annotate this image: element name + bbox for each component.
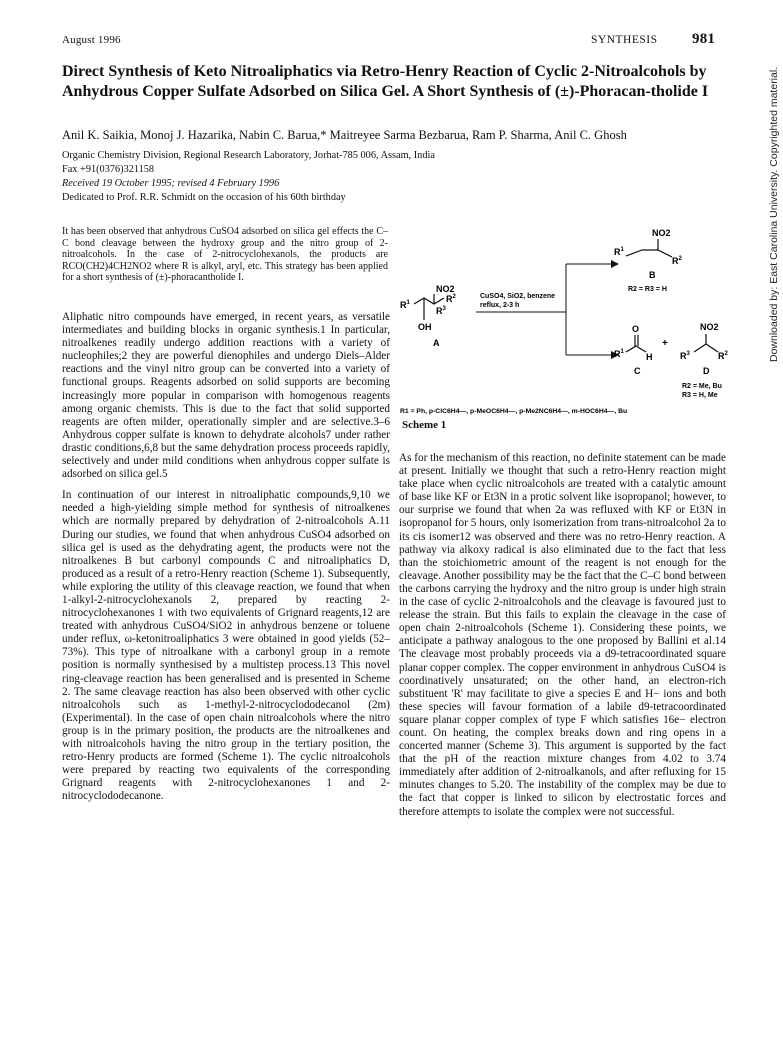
scheme-caption: Scheme 1 [402, 419, 447, 431]
b-condition: R2 = R3 = H [628, 286, 667, 293]
scheme-1-diagram [396, 222, 741, 422]
header-journal: SYNTHESIS [591, 34, 658, 46]
svg-text:R1: $R^1$ [614, 247, 624, 257]
label-a: A [433, 338, 440, 348]
reagents-label: CuSO4, SiO2, benzene [480, 293, 556, 300]
paragraph: In continuation of our interest in nitroaliphatic compounds,9,10 we needed a high-yielding simple method for synthesis of nitroalkenes which are normally prepared by dehydration of 2-nitroalcohols A.11 During our studies, we found that when anhydrous CuSO4 adsorbed on silica gel is used as the dehydrating agent, the products were not the nitroalkenes B but carbonyl compounds C and nitroaliphatics D, produced as a result of a retro-Henry reaction (Scheme 1). Subsequently, while exploring the utility of this cleavage reaction, we found that when 1-alkyl-2-nitrocyclohexanols 2, prepared by reacting 2-nitrocyclohexanones 1 with two equivalents of Grignard reagents,12 are treated with anhydrous CuSO4/SiO2 in anhydrous benzene or toluene under reflux, ω-ketonitroaliphatics 3 were obtained in good yields (52–73%). This type of nitroalkane with a carbonyl group in a remote position is normally synthesised by a multistep process.13 This novel ring-cleavage reaction has been generalised and is presented in Scheme 2. The same cleavage reaction has also been observed with other cyclic nitroalcohols such as 1-methyl-2-nitrocyclododecanol (2m) (Experimental). In the case of open chain nitroalcohols where the nitro group is in the primary position, the products are the nitroalkenes and with nitroalcohols having the nitro group in the tertiary position, the retro-Henry products are formed (Scheme 1). The cyclic nitroalcohols were prepared by reacting two equivalents of the corresponding Grignard reagents with 2-nitrocyclohexanones 1 and 2-nitrocyclododecanone. [62, 489, 390, 803]
plus-sign: + [662, 338, 668, 349]
abstract: It has been observed that anhydrous CuSO4 adsorbed on silica gel effects the C–C bond cleavage between the hydroxy group and the nitro group of 2-nitroalcohols. In the case of 2-nitrocyclohexanols, the products are RCO(CH2)4CH2NO2 where R is alkyl, aryl, etc. This strategy has been applied for a short synthesis of (±)-phoracantholide I. [62, 226, 388, 284]
svg-text:R2: $R^2$ [672, 256, 682, 266]
r1-definition: R1 = Ph, p-ClC6H4—, p-MeOC6H4—, p-Me2NC6H4—, m-HOC6H4—, Bu [400, 408, 628, 415]
download-watermark: Downloaded by: East Carolina University. Copyrighted material. [768, 66, 780, 362]
svg-text:R3: $R^3$ [680, 351, 690, 361]
header-page-number: 981 [692, 31, 716, 47]
article-title: Direct Synthesis of Keto Nitroaliphatics via Retro-Henry Reaction of Cyclic 2-Nitroalcohols by Anhydrous Copper Sulfate Adsorbed on Silica Gel. A Short Synthesis of (±)-Phoracan-tholide I [62, 63, 709, 100]
header-date: August 1996 [62, 34, 121, 46]
compound-d [680, 322, 729, 399]
compound-c [614, 324, 653, 376]
compound-b [614, 228, 683, 293]
svg-text:NO2: NO2 [700, 322, 719, 332]
label-c: C [634, 366, 641, 376]
svg-text:R1: $R^1$ [614, 349, 624, 359]
paragraph: As for the mechanism of this reaction, no definite statement can be made at present. Initially we thought that such a retro-Henry reaction might take place when cyclic nitroalcohols are treated with a catalytic amount of base like KF or Et3N in a protic solvent like isopropanol; however, to our surprise we found that when 2a was refluxed with KF or Et3N in isopropanol for 5 hours, only isomerization from trans-nitroalcohol 2a to its cis isomer12 was observed and there was no retro-Henry reaction. A pathway via alkoxy radical is also eliminated due to the fact that less than the stoichiometric amount of the reagent is not enough for the cleavage. Another possibility may be the fact that the C–C bond between the carbons carrying the hydroxy and the nitro group is under high strain in the case of cyclic 2-nitroalcohols and the cleavage is favoured just to release the strain. But this fails to explain the cleavage in the case of open chain 2-nitroalcohols (Scheme 1). Considering these points, we anticipate a pathway analogous to the one proposed by Ballini et al.14 The cleavage most probably proceeds via a d9-tetracoordinated square planar copper complex. The copper environment in anhydrous CuSO4 is coordinatively unsaturated; on the other hand, an electron-rich substituent 'R' may facilitate to give a species E and H− ions and both these species will favour formation of a labile d9-tetracoordinated square planar copper complex of type F which satisfies 16e− electron count. On heating, the complex breaks down and ring opens in a concerted manner (Scheme 3). This argument is supported by the fact that the pH of the reaction mixture changes from 4.02 to 3.74 immediately after addition of 2-nitroalkanols, and after refluxing for 15 minutes changes to 5.20. The instability of the complex may be due to the fact that copper is linked to silicon by electrostatic forces and therefore attempts to isolate the complex were not successful. [399, 452, 726, 818]
label-d: D [703, 366, 710, 376]
svg-text:H: H [646, 352, 653, 362]
compound-a [400, 284, 457, 348]
d-condition-2: R3 = H, Me [682, 392, 718, 399]
received-dates: Received 19 October 1995; revised 4 February 1996 [62, 178, 280, 189]
no2-label: NO2 [436, 284, 455, 294]
svg-text:R3: $R^3$ [436, 306, 446, 316]
r1-label: $R^1$ [400, 300, 410, 310]
affiliation: Organic Chemistry Division, Regional Research Laboratory, Jorhat-785 006, Assam, India [62, 150, 435, 161]
conditions-label: reflux, 2-3 h [480, 302, 520, 309]
svg-text:R2: $R^2$ [718, 351, 728, 361]
oh-label: OH [418, 322, 432, 332]
label-b: B [649, 270, 656, 280]
svg-text:NO2: NO2 [652, 228, 671, 238]
paragraph: Aliphatic nitro compounds have emerged, in recent years, as versatile intermediates and building blocks in organic synthesis.1 In particular, nitroalkenes readily undergo addition reactions with a variety of nucleophiles;2 they are powerful dienophiles and undergo Diels–Alder reactions and the vinyl nitro group can be converted into a variety of functional groups. Reagents adsorbed on solid supports are becoming increasingly more popular in comparison with homogenous reagents among organic chemists. This is due to the fact that solid supported reagents are often milder, operationally simpler and are selective.3–6 Anhydrous copper sulfate is known to dehydrate alcohols7 under rather drastic conditions,6,8 but the same dehydration process proceeds rapidly, selectively and under mild conditions when anhydrous copper sulfate is adsorbed on silica gel.5 [62, 311, 390, 481]
svg-text:O: O [632, 324, 640, 334]
right-column [399, 452, 726, 819]
fax-line: Fax +91(0376)321158 [62, 164, 155, 175]
author-list: Anil K. Saikia, Monoj J. Hazarika, Nabin C. Barua,* Maitreyee Sarma Bezbarua, Ram P. Sharma, Anil C. Ghosh [62, 128, 627, 142]
left-column [62, 311, 390, 803]
dedication: Dedicated to Prof. R.R. Schmidt on the occasion of his 60th birthday [62, 192, 346, 203]
d-condition-1: R2 = Me, Bu [682, 383, 722, 390]
svg-text:R2: $R^2$ [446, 294, 456, 304]
